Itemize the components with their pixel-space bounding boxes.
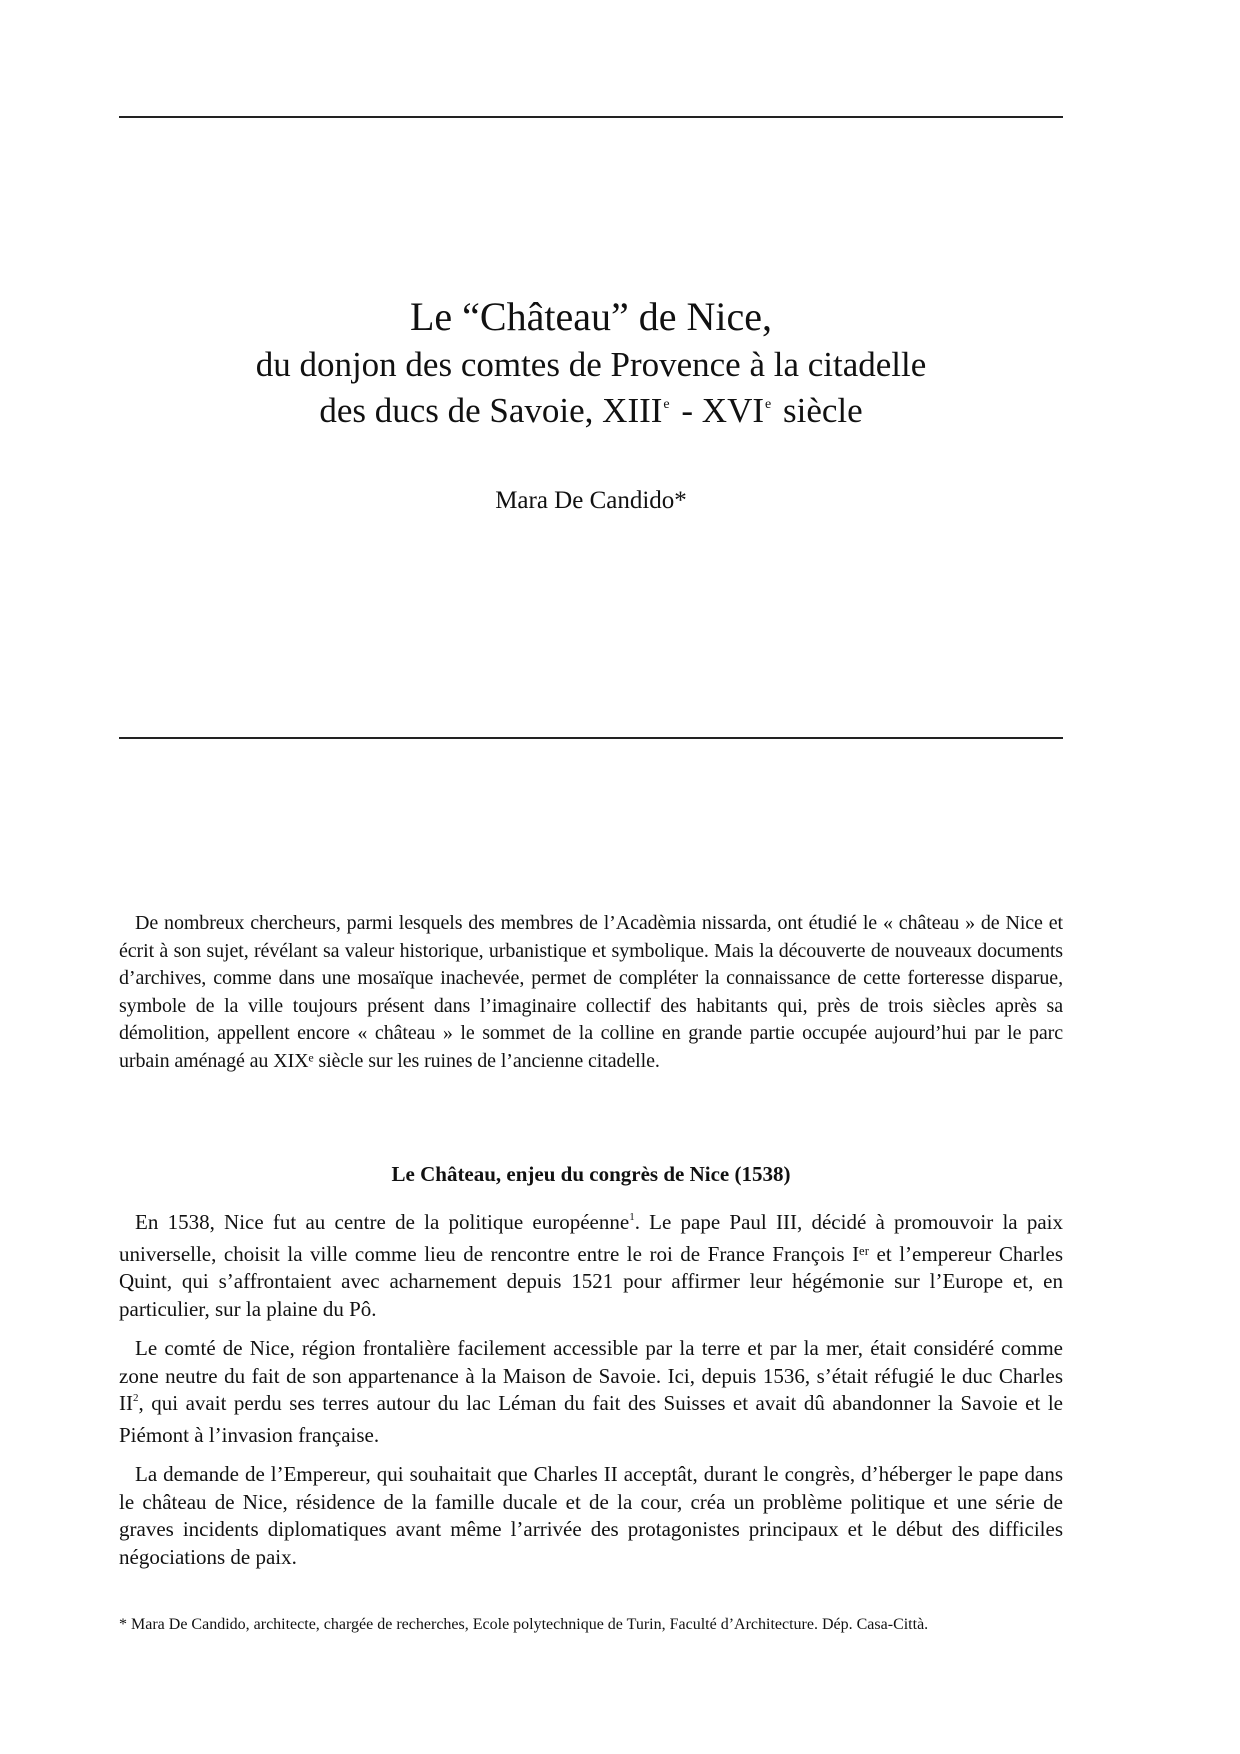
title-superscript-2: e [765,397,772,412]
footnote-ref-2: 2 [133,1392,139,1404]
body-text [119,1209,1063,1583]
article-title [119,292,1063,442]
section-heading: Le Château, enjeu du congrès de Nice (1538) [391,1162,791,1186]
author-name: Mara De Candido* [495,487,687,514]
title-line-3-part-1: des ducs de Savoie, XIII [319,391,663,430]
paragraph-2 [119,1335,1063,1449]
abstract: De nombreux chercheurs, parmi lesquels des membres de l’Acadèmia nissarda, ont étudié le « château » de Nice et écrit à son sujet, révélant sa valeur historique, urbanistique et symbolique. Mais la découverte de nouveaux documents d’archives, comme dans une mosaïque inachevée, permet de compléter la connaissance de cette forteresse disparue, symbole de la ville toujours présent dans l’imaginaire collectif des habitants qui, près de trois siècles après sa démolition, appellent encore « château » le sommet de la colline en grande partie occupée aujourd’hui par le parc urbain aménagé au XIXᵉ siècle sur les ruines de l’ancienne citadelle. [119,912,1063,1072]
paragraph-1-text-a: En 1538, Nice fut au centre de la politique européenne [135,1210,630,1234]
paragraph-2-text-a: Le comté de Nice, région frontalière facilement accessible par la terre et par la mer, était considéré comme zone neutre du fait de son appartenance à la Maison de Savoie. Ici, depuis 1536, s’était réfugié le duc Charles II [119,1336,1063,1415]
title-line-2: du donjon des comtes de Provence à la citadelle [255,345,927,384]
title-line-3 [119,388,1063,442]
middle-divider [119,737,1063,739]
author-footnote: * Mara De Candido, architecte, chargée de recherches, Ecole polytechnique de Turin, Faculté d’Architecture. Dép. Casa-Città. [119,1616,929,1633]
title-superscript-1: e [663,397,670,412]
paragraph-1 [119,1209,1063,1323]
title-line-1: Le “Château” de Nice, [409,294,772,339]
paragraph-2-text-b: , qui avait perdu ses terres autour du lac Léman du fait des Suisses et avait dû abandonner la Savoie et le Piémont à l’invasion française. [119,1391,1063,1447]
top-divider [119,116,1063,118]
footnote-ref-1: 1 [629,1211,635,1223]
title-line-3-part-2: - XVI [672,391,765,430]
title-line-3-part-3: siècle [774,391,863,430]
paragraph-1-text-b: . Le pape Paul III, décidé à promouvoir la paix universelle, choisit la ville comme lieu de rencontre entre le roi de France François Iᵉʳ et l’empereur Charles Quint, qui s’affrontaient avec acharnement depuis 1521 pour affirmer leur hégémonie sur l’Europe et, en particulier, sur la plaine du Pô. [119,1210,1063,1321]
paragraph-3: La demande de l’Empereur, qui souhaitait que Charles II acceptât, durant le congrès, d’héberger le pape dans le château de Nice, résidence de la famille ducale et de la cour, créa un problème politique et une série de graves incidents diplomatiques avant même l’arrivée des protagonistes principaux et le début des difficiles négociations de paix. [119,1462,1063,1569]
